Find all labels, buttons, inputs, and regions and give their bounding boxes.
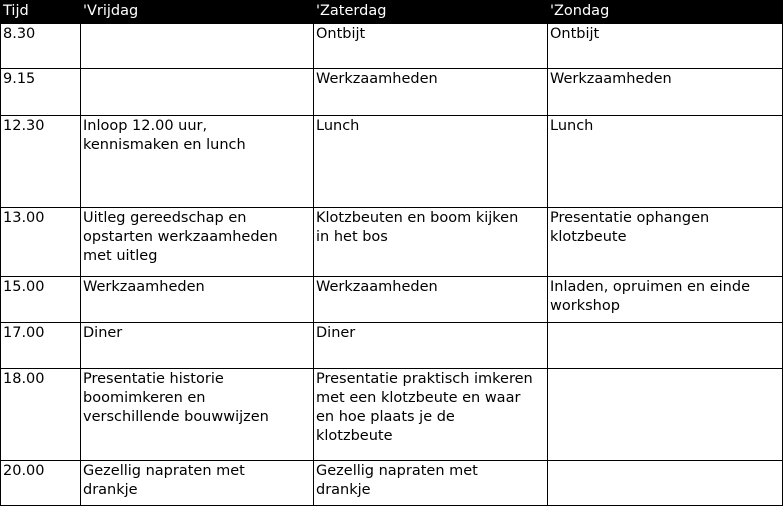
zondag-cell: [548, 461, 783, 506]
zaterdag-cell: Klotzbeuten en boom kijken in het bos: [314, 208, 548, 277]
zaterdag-cell: Diner: [314, 323, 548, 369]
time-cell: 17.00: [1, 323, 81, 369]
vrijdag-cell: [81, 24, 314, 69]
zaterdag-cell: Werkzaamheden: [314, 277, 548, 323]
header-zaterdag: 'Zaterdag: [314, 1, 548, 24]
vrijdag-cell: Gezellig napraten met drankje: [81, 461, 314, 506]
time-cell: 15.00: [1, 277, 81, 323]
vrijdag-cell: Presentatie historie boomimkeren en verschillende bouwwijzen: [81, 369, 314, 461]
zondag-cell: [548, 323, 783, 369]
zondag-cell: [548, 369, 783, 461]
zondag-cell: Lunch: [548, 116, 783, 208]
table-row: [1, 116, 783, 208]
table-row: [1, 208, 783, 277]
table-row: [1, 69, 783, 116]
time-cell: 12.30: [1, 116, 81, 208]
table-row: [1, 461, 783, 506]
vrijdag-cell: Inloop 12.00 uur, kennismaken en lunch: [81, 116, 314, 208]
header-zondag: 'Zondag: [548, 1, 783, 24]
zaterdag-cell: Lunch: [314, 116, 548, 208]
vrijdag-cell: [81, 69, 314, 116]
zaterdag-cell: Ontbijt: [314, 24, 548, 69]
header-tijd: Tijd: [1, 1, 81, 24]
zaterdag-cell: Werkzaamheden: [314, 69, 548, 116]
zondag-cell: Ontbijt: [548, 24, 783, 69]
zaterdag-cell: Presentatie praktisch imkeren met een klotzbeute en waar en hoe plaats je de klotzbeute: [314, 369, 548, 461]
zondag-cell: Inladen, opruimen en einde workshop: [548, 277, 783, 323]
table-row: [1, 24, 783, 69]
time-cell: 20.00: [1, 461, 81, 506]
vrijdag-cell: Werkzaamheden: [81, 277, 314, 323]
time-cell: 9.15: [1, 69, 81, 116]
header-row: [1, 1, 783, 24]
vrijdag-cell: Uitleg gereedschap en opstarten werkzaamheden met uitleg: [81, 208, 314, 277]
table-row: [1, 277, 783, 323]
time-cell: 8.30: [1, 24, 81, 69]
time-cell: 13.00: [1, 208, 81, 277]
vrijdag-cell: Diner: [81, 323, 314, 369]
zaterdag-cell: Gezellig napraten met drankje: [314, 461, 548, 506]
table-row: [1, 369, 783, 461]
time-cell: 18.00: [1, 369, 81, 461]
zondag-cell: Presentatie ophangen klotzbeute: [548, 208, 783, 277]
zondag-cell: Werkzaamheden: [548, 69, 783, 116]
header-vrijdag: 'Vrijdag: [81, 1, 314, 24]
table-row: [1, 323, 783, 369]
